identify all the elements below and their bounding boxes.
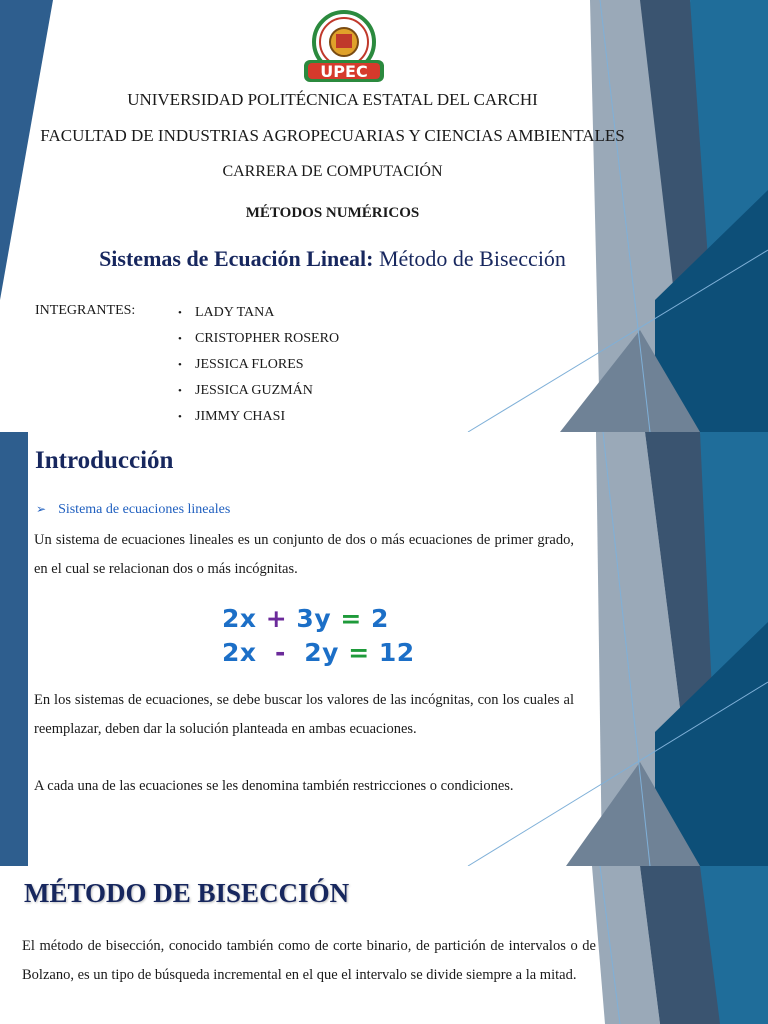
career-name: CARRERA DE COMPUTACIÓN bbox=[222, 163, 443, 180]
title-bold: Sistemas de Ecuación Lineal: bbox=[99, 246, 374, 271]
biseccion-paragraph: El método de bisección, conocido también como de corte binario, de partición de intervalos o de Bolzano, es un tipo de búsqueda incremental en el que el intervalo se divide siempre a la mitad. bbox=[22, 938, 596, 983]
equation-1 bbox=[222, 604, 389, 633]
eq-equals: = bbox=[340, 604, 362, 633]
equation-2 bbox=[222, 638, 415, 667]
slide-biseccion bbox=[0, 866, 768, 1024]
title-rest: Método de Bisección bbox=[373, 246, 566, 271]
intro-paragraph-2: En los sistemas de ecuaciones, se debe buscar los valores de las incógnitas, con los cuales al reemplazar, deben dar la solución planteada en ambas ecuaciones. bbox=[34, 692, 574, 737]
bullet-text: Sistema de ecuaciones lineales bbox=[58, 502, 231, 517]
slide-title bbox=[0, 0, 768, 432]
list-item: • JESSICA GUZMÁN bbox=[178, 382, 339, 408]
eq-term: 2y bbox=[304, 638, 339, 667]
list-item: • JIMMY CHASI bbox=[178, 408, 339, 432]
list-item: • JESSICA FLORES bbox=[178, 356, 339, 382]
upec-logo bbox=[302, 8, 388, 86]
list-item: • LADY TANA bbox=[178, 304, 339, 330]
faculty-name: FACULTAD DE INDUSTRIAS AGROPECUARIAS Y CIENCIAS AMBIENTALES bbox=[40, 126, 625, 145]
members-list bbox=[178, 304, 339, 432]
biseccion-heading: MÉTODO DE BISECCIÓN bbox=[24, 878, 350, 908]
subject-name: MÉTODOS NUMÉRICOS bbox=[245, 205, 420, 221]
intro-paragraph-3: A cada una de las ecuaciones se les denomina también restricciones o condiciones. bbox=[34, 778, 514, 794]
university-name: UNIVERSIDAD POLITÉCNICA ESTATAL DEL CARCHI bbox=[127, 90, 538, 109]
presentation-title bbox=[0, 246, 665, 272]
logo-text: UPEC bbox=[320, 62, 368, 81]
eq-term: 2 bbox=[371, 604, 389, 633]
eq-term: 3y bbox=[296, 604, 332, 633]
intro-bullet bbox=[36, 502, 230, 518]
eq-term: 2x bbox=[222, 638, 257, 667]
intro-paragraph-1: Un sistema de ecuaciones lineales es un conjunto de dos o más ecuaciones de primer grado, en el cual se relacionan dos o más incógnitas. bbox=[34, 532, 574, 577]
eq-term: 2x bbox=[222, 604, 257, 633]
eq-equals: = bbox=[348, 638, 370, 667]
intro-heading: Introducción bbox=[35, 447, 174, 474]
list-item: • CRISTOPHER ROSERO bbox=[178, 330, 339, 356]
eq-operator: - bbox=[265, 638, 296, 667]
members-label: INTEGRANTES: bbox=[35, 303, 136, 318]
eq-operator: + bbox=[265, 604, 288, 633]
left-accent bbox=[0, 432, 28, 866]
slide-introduction bbox=[0, 432, 768, 866]
arrow-bullet-icon: ➢ bbox=[36, 502, 47, 516]
eq-term: 12 bbox=[378, 638, 415, 667]
